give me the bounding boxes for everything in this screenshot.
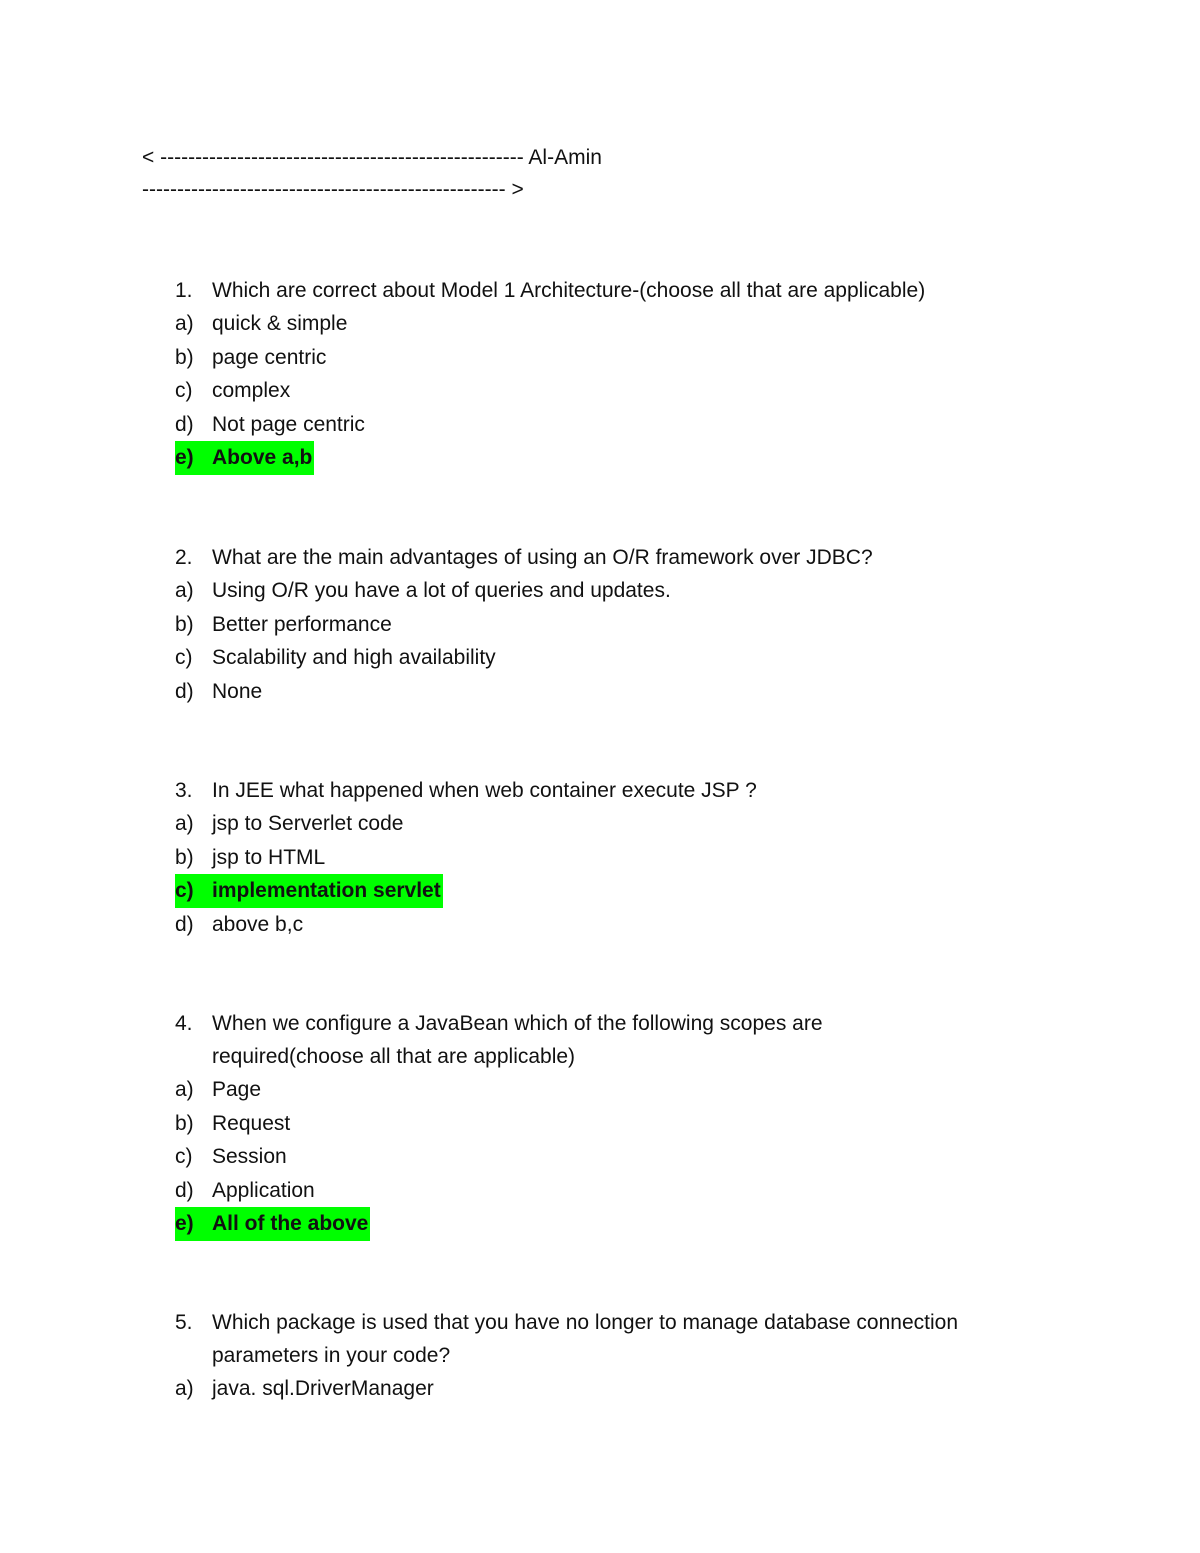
option-1b <box>175 341 1055 375</box>
option-2a <box>175 574 1055 608</box>
option-text: All of the above <box>212 1212 369 1235</box>
option-3a <box>175 807 1055 841</box>
option-letter: a) <box>175 1078 194 1101</box>
option-1e-correct <box>175 441 1055 475</box>
question-number: 5. <box>175 1311 193 1334</box>
option-text: None <box>212 679 263 703</box>
option-text: Request <box>212 1111 291 1135</box>
option-letter: b) <box>175 612 194 636</box>
option-text: Not page centric <box>212 412 365 436</box>
option-letter: b) <box>175 345 194 369</box>
question-number: 2. <box>175 546 193 569</box>
question-number: 4. <box>175 1012 193 1035</box>
option-2b <box>175 608 1055 642</box>
option-letter: d) <box>175 412 194 436</box>
option-text: jsp to Serverlet code <box>212 812 404 835</box>
option-letter: a) <box>175 312 194 335</box>
question-stem <box>175 274 1055 307</box>
option-letter: d) <box>175 679 194 703</box>
option-text: java. sql.DriverManager <box>212 1377 434 1400</box>
question-text: What are the main advantages of using an O/R framework over JDBC? <box>212 546 873 569</box>
question-text: Which are correct about Model 1 Architecture-(choose all that are applicable) <box>212 279 926 302</box>
author-header-line-2: ---------------------------------------------------- > <box>142 178 524 201</box>
question-stem <box>175 1306 1045 1372</box>
option-letter: d) <box>175 1178 194 1202</box>
question-number: 3. <box>175 779 193 802</box>
option-4c <box>175 1140 895 1174</box>
option-4a <box>175 1073 895 1107</box>
correct-answer-highlight <box>175 441 314 475</box>
option-2c <box>175 641 1055 675</box>
option-text: Session <box>212 1145 287 1168</box>
option-1c <box>175 374 1055 408</box>
option-2d <box>175 675 1055 709</box>
option-letter: b) <box>175 1111 194 1135</box>
option-text: Better performance <box>212 612 392 636</box>
question-number: 1. <box>175 279 193 302</box>
option-3b <box>175 841 1055 875</box>
question-text: In JEE what happened when web container execute JSP ? <box>212 779 757 802</box>
option-text: quick & simple <box>212 312 348 335</box>
option-text: Using O/R you have a lot of queries and updates. <box>212 579 671 602</box>
option-letter: e) <box>175 1212 194 1235</box>
option-letter: d) <box>175 912 194 936</box>
option-letter: e) <box>175 446 194 469</box>
author-header-line-1: < ---------------------------------------------------- Al-Amin <box>142 146 602 169</box>
option-letter: b) <box>175 845 194 869</box>
question-4 <box>175 1007 895 1241</box>
question-5 <box>175 1306 1045 1406</box>
option-text: jsp to HTML <box>212 845 326 869</box>
correct-answer-highlight <box>175 1207 370 1241</box>
option-5a <box>175 1372 1045 1406</box>
option-text: Scalability and high availability <box>212 646 496 669</box>
option-letter: c) <box>175 1145 193 1168</box>
option-letter: a) <box>175 579 194 602</box>
option-1a <box>175 307 1055 341</box>
question-2 <box>175 541 1055 708</box>
option-3d <box>175 908 1055 942</box>
question-text: When we configure a JavaBean which of the following scopes are required(choose all that are applicable) <box>212 1012 823 1068</box>
option-letter: a) <box>175 1377 194 1400</box>
question-stem <box>175 541 1055 574</box>
question-stem <box>175 1007 895 1073</box>
option-4e-correct <box>175 1207 895 1241</box>
option-4b <box>175 1107 895 1141</box>
option-text: above b,c <box>212 912 304 936</box>
option-text: Application <box>212 1178 315 1202</box>
question-1 <box>175 274 1055 475</box>
option-3c-correct <box>175 874 1055 908</box>
option-text: Above a,b <box>212 446 313 469</box>
option-text: complex <box>212 379 291 402</box>
option-letter: c) <box>175 379 193 402</box>
option-4d <box>175 1174 895 1208</box>
question-stem <box>175 774 1055 807</box>
option-1d <box>175 408 1055 442</box>
option-letter: c) <box>175 646 193 669</box>
correct-answer-highlight <box>175 874 443 908</box>
question-text: Which package is used that you have no longer to manage database connection parameters in your code? <box>212 1311 959 1367</box>
option-letter: a) <box>175 812 194 835</box>
option-text: page centric <box>212 345 327 369</box>
option-text: implementation servlet <box>212 879 441 902</box>
question-3 <box>175 774 1055 941</box>
option-text: Page <box>212 1078 262 1101</box>
option-letter: c) <box>175 879 194 902</box>
